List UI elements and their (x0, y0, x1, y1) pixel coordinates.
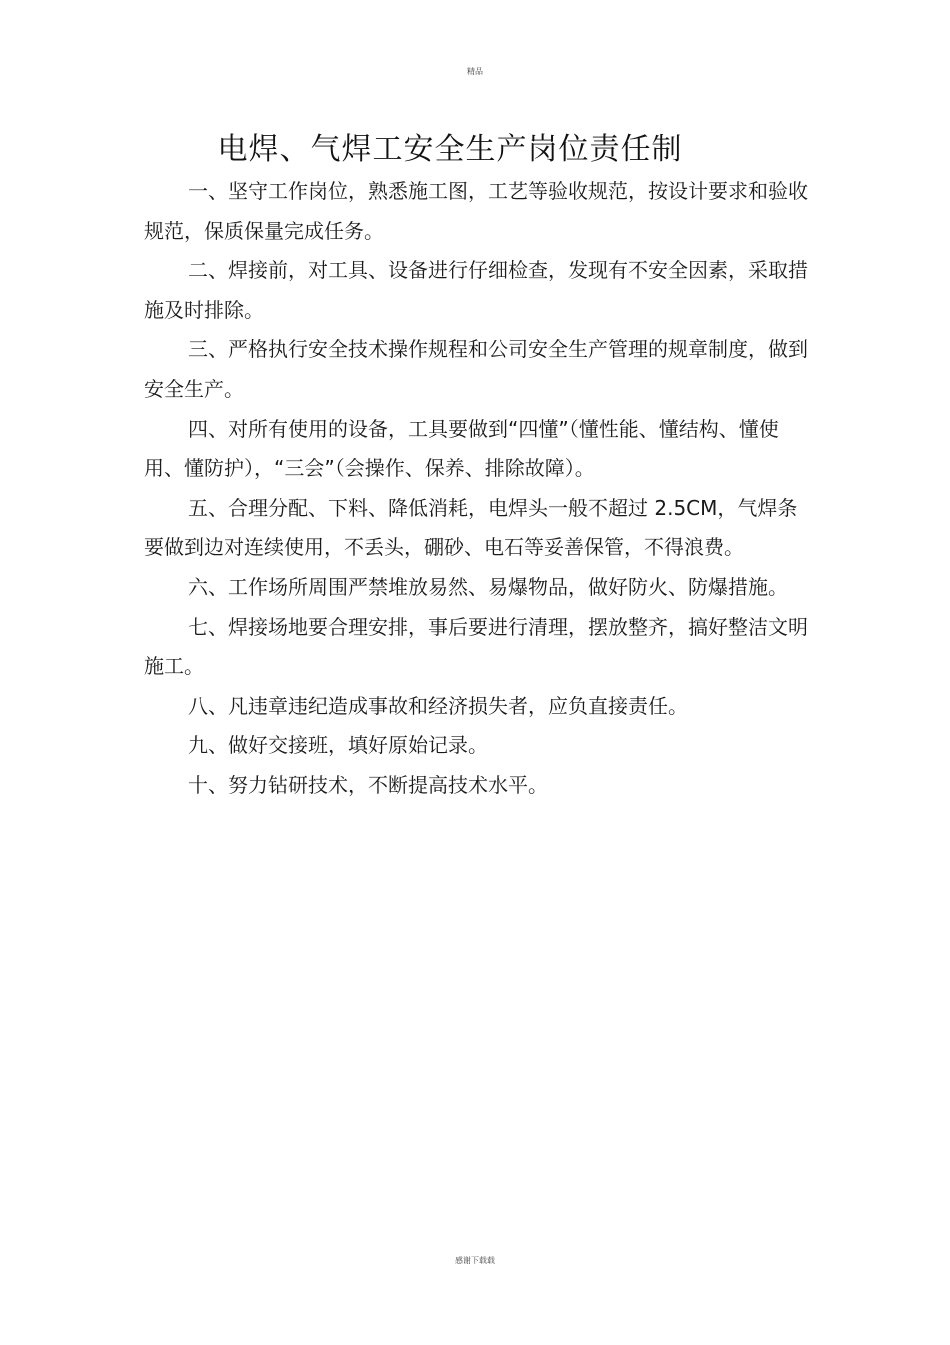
clause-2: 二、焊接前，对工具、设备进行仔细检查，发现有不安全因素，采取措施及时排除。 (144, 258, 808, 322)
document-title: 电焊、气焊工安全生产岗位责任制 (217, 132, 683, 167)
clause-6: 六、工作场所周围严禁堆放易然、易爆物品，做好防火、防爆措施。 (188, 574, 788, 599)
clause-5: 五、合理分配、下料、降低消耗，电焊头一般不超过 2.5CM，气焊条要做到边对连续使用，不丢头，硼砂、电石等妥善保管，不得浪费。 (144, 495, 798, 560)
clause-4: 四、对所有使用的设备，工具要做到“四懂”（懂性能、懂结构、懂使用、懂防护），“三会”（会操作、保养、排除故障）。 (144, 416, 779, 481)
page-header-note: 精品 (467, 67, 483, 76)
clause-10: 十、努力钻研技术，不断提高技术水平。 (188, 772, 548, 797)
clause-8: 八、凡违章违纪造成事故和经济损失者，应负直接责任。 (188, 693, 688, 718)
clause-9: 九、做好交接班，填好原始记录。 (188, 733, 488, 758)
clause-7: 七、焊接场地要合理安排，事后要进行清理，摆放整齐，搞好整洁文明施工。 (144, 614, 808, 679)
clause-1: 一、坚守工作岗位，熟悉施工图，工艺等验收规范，按设计要求和验收规范，保质保量完成任务。 (144, 179, 808, 243)
clause-3: 三、严格执行安全技术操作规程和公司安全生产管理的规章制度，做到安全生产。 (144, 337, 808, 401)
page-footer-note: 感谢下载载 (455, 1256, 495, 1265)
clause-list (144, 172, 812, 806)
